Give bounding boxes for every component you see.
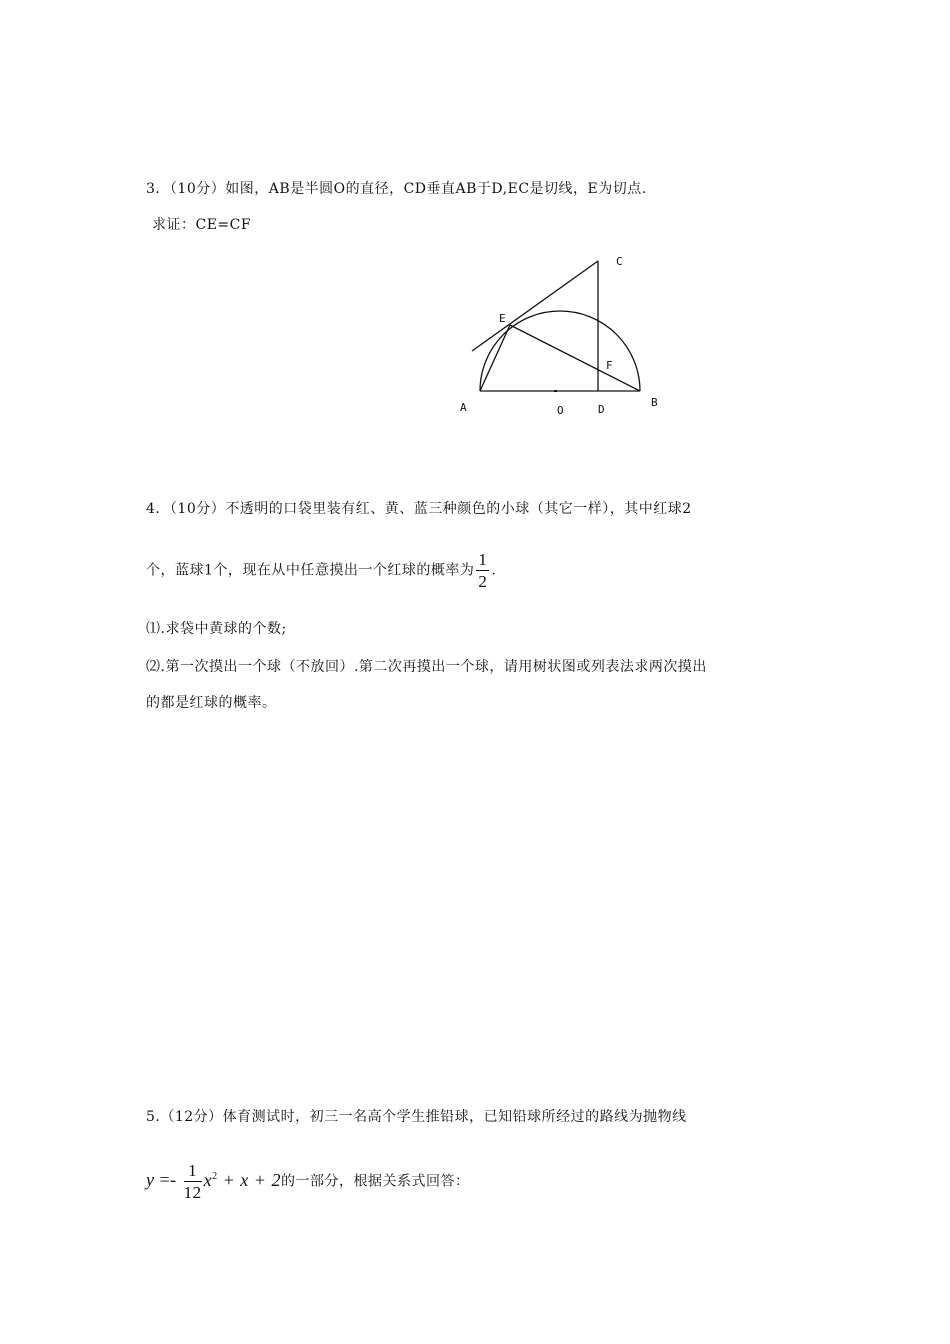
segment-eb <box>510 325 640 391</box>
q5-frac-den: 12 <box>183 1183 202 1202</box>
label-a: A <box>460 401 467 414</box>
q3-geometry-figure <box>440 245 680 425</box>
label-c: C <box>616 255 623 268</box>
q4-sub1: ⑴.求袋中黄球的个数; <box>146 621 287 637</box>
label-f: F <box>606 359 613 372</box>
q5-eq-rest: + x + 2 <box>217 1169 281 1190</box>
q4-text-pre: 个，蓝球1个，现在从中任意摸出一个红球的概率为 <box>146 562 475 579</box>
q4-statement-cont <box>146 551 496 590</box>
q4-text-post: . <box>491 562 497 579</box>
q5-equation <box>146 1170 182 1190</box>
q5-eq-sup: 2 <box>212 1170 218 1182</box>
q5-eq-rest-group <box>204 1170 281 1190</box>
q3-statement: 3．（10分）如图，AB是半圆O的直径，CD垂直AB于D,EC是切线，E为切点. <box>146 181 647 197</box>
q4-sub3: 的都是红球的概率。 <box>146 695 277 711</box>
q4-frac-den: 2 <box>478 572 488 591</box>
label-d: D <box>598 403 605 416</box>
q4-statement: 4．（10分）不透明的口袋里装有红、黄、蓝三种颜色的小球（其它一样），其中红球2 <box>146 501 692 517</box>
q5-eq-y: y <box>146 1169 155 1190</box>
q5-eq-x: x <box>203 1169 213 1190</box>
q5-frac-num: 1 <box>184 1162 202 1182</box>
label-b: B <box>651 396 658 409</box>
q3-prove: 求证：CE=CF <box>152 217 252 233</box>
label-e: E <box>499 312 506 325</box>
q4-frac-num: 1 <box>478 550 488 569</box>
q5-fraction <box>184 1162 202 1201</box>
q5-text-post: 的一部分，根据关系式回答： <box>280 1173 470 1190</box>
q4-sub2: ⑵.第一次摸出一个球（不放回）.第二次再摸出一个球，请用树状图或列表法求两次摸出 <box>146 659 707 675</box>
q5-equation-line <box>146 1162 469 1201</box>
q4-fraction <box>476 551 489 590</box>
label-o: O <box>557 404 564 417</box>
q5-statement: 5.（12分）体育测试时，初三一名高个学生推铅球，已知铅球所经过的路线为抛物线 <box>146 1109 687 1125</box>
q5-eq-equals: =- <box>154 1169 182 1190</box>
